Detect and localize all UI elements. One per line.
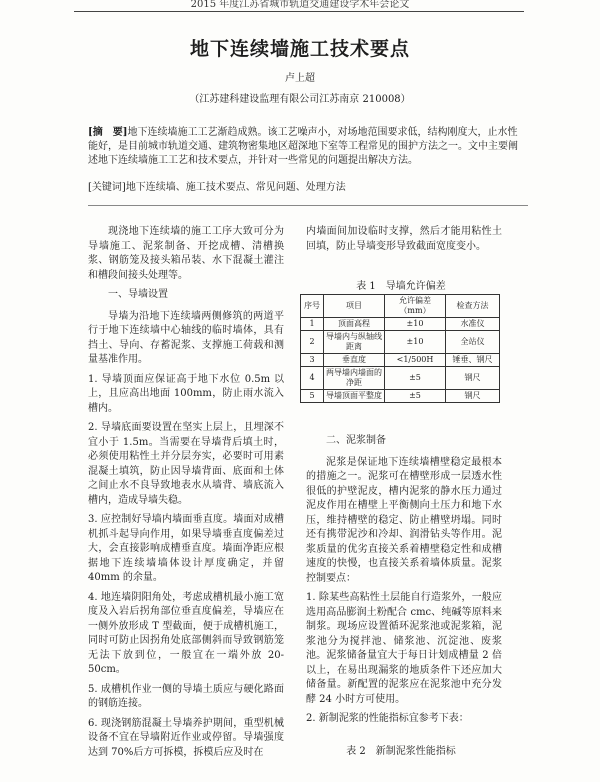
table-cell: 顶面高程 [324, 318, 385, 331]
table-cell: 导墙顶面平整度 [324, 390, 385, 403]
list-item: 1. 导墙顶面应保证高于地下水位 0.5m 以上，且应高出地面 100mm，防止雨水流入槽内。 [88, 373, 284, 414]
table-header-cell: 检查方法 [446, 295, 500, 318]
table-cell: 导墙内与纵轴线距离 [324, 331, 385, 354]
running-header: 2015 年度江苏省城市轨道交通建设学术年会论文 [190, 0, 410, 10]
table-header-row [301, 295, 500, 318]
table-cell: 3 [301, 354, 324, 367]
paper-title: 地下连续墙施工技术要点 [189, 38, 410, 60]
right-column-top [306, 225, 502, 259]
abstract-label: [摘 要] [88, 127, 128, 138]
section2-paragraph: 泥浆是保证地下连续墙槽壁稳定最根本的措施之一。泥浆可在槽壁形成一层透水性很低的护壁泥皮，槽内泥浆的静水压力通过泥皮作用在槽壁上平衡侧向土压力和地下水压，维持槽壁的稳定、防止槽壁坍塌。同时还有携带泥沙和冷却、润滑钻头等作用。泥浆质量的优劣直接关系着槽壁稳定性和成槽速度的快慢，也直接关系着墙体质量。泥浆控制要点： [306, 456, 502, 584]
left-column [88, 225, 284, 765]
table-cell: 全站仪 [446, 331, 500, 354]
header-rule [74, 11, 524, 12]
table-cell: ±5 [385, 390, 446, 403]
table-cell: 钢尺 [446, 390, 500, 403]
section-heading-1: 一、导墙设置 [108, 289, 168, 300]
author: 卢上超 [285, 73, 315, 84]
list-item: 2. 新制泥浆的性能指标宜参考下表： [306, 713, 469, 724]
right-column-bottom [306, 430, 502, 732]
table-cell: <1/500H [385, 354, 446, 367]
table-cell: 钢尺 [446, 367, 500, 390]
table-row [301, 354, 500, 367]
table-cell: 5 [301, 390, 324, 403]
keywords-text: 地下连续墙、施工技术要点、常见问题、处理方法 [125, 182, 346, 193]
affiliation: （江苏建科建设监理有限公司江苏南京 210008） [189, 94, 411, 105]
abstract [88, 126, 518, 168]
table-row [301, 367, 500, 390]
table-cell: ±10 [385, 318, 446, 331]
table-cell: ±5 [385, 367, 446, 390]
continuation-paragraph: 内墙面间加设临时支撑，然后才能用粘性土回填，防止导墙变形导致截面宽度变小。 [306, 226, 502, 252]
table-cell: 水准仪 [446, 318, 500, 331]
table-cell: ±10 [385, 331, 446, 354]
list-item: 4. 地连墙阴阳角处，考虑成槽机最小施工宽度及入岩后拐角部位垂直度偏差，导墙应在一侧外放形成 T 型截面，便于成槽机施工，同时可防止因拐角处底部侧斜而导致钢筋笼无法下放到位，一般宜在一端外放 20-50cm。 [88, 591, 284, 675]
table-header-cell: 项目 [324, 295, 385, 318]
list-item: 6. 现浇钢筋混凝土导墙养护期间，重型机械设备不宜在导墙附近作业或停留。导墙强度达到 70%后方可拆模，拆模后应及时在 [88, 717, 284, 758]
abstract-separator [88, 205, 528, 206]
table-cell: 两导墙内墙面的净距 [324, 367, 385, 390]
list-item: 2. 导墙底面要设置在坚实上层上，且埋深不宜小于 1.5m。当需要在导墙背后填土时，必须使用粘性土并分层夯实，必要时可用素混凝土填筑，防止因导墙背面、底面和土体之间止水不良导致地表水从墙背、墙底流入槽内，造成导墙失稳。 [88, 422, 284, 506]
table-row [301, 318, 500, 331]
table-row [301, 390, 500, 403]
table-cell: 2 [301, 331, 324, 354]
table-cell: 垂直度 [324, 354, 385, 367]
table-cell: 1 [301, 318, 324, 331]
table-cell: 锤垂、钢尺 [446, 354, 500, 367]
list-item: 3. 应控制好导墙内墙面垂直度。墙面对成槽机抓斗起导向作用，如果导墙垂直度偏差过大，会直接影响成槽垂直度。墙面净距应根据地下连续墙墙体设计厚度确定，并留 40mm 的余量。 [88, 514, 284, 583]
abstract-text: 地下连续墙施工工艺渐趋成熟。该工艺噪声小，对场地范围要求低，结构刚度大，止水性能好，是目前城市轨道交通、建筑物密集地区超深地下室等工程常见的围护方法之一。文中主要阐述地下连续墙施工工艺和技术要点，并针对一些常见的问题提出解决方法。 [88, 127, 518, 166]
keywords-label: [关键词] [88, 182, 126, 193]
table2-caption: 表 2 新制泥浆性能指标 [346, 746, 456, 757]
section1-intro: 导墙为沿地下连续墙两侧修筑的两道平行于地下连续墙中心轴线的临时墙体，具有挡土、导向、存蓄泥浆、支撑施工荷载和测量基准作用。 [88, 310, 284, 365]
section-heading-2: 二、泥浆制备 [326, 435, 386, 446]
table-row [301, 331, 500, 354]
table1-caption: 表 1 导墙允许偏差 [356, 281, 446, 292]
table-header-cell: 序号 [301, 295, 324, 318]
list-item: 1. 除某些高粘性土层能自行造浆外，一般应选用高品膨润土粉配合 cmc、纯碱等原料来制浆。现场应设置循环泥浆池或泥浆箱，泥浆池分为搅拌池、储浆池、沉淀池、废浆池。泥浆储备量宜大于每日计划成槽量 2 倍以上，在易出现漏浆的地质条件下还应加大储备量。新配置的泥浆应在泥浆池中充分发酵 24 小时方可使用。 [306, 592, 502, 705]
table-cell: 4 [301, 367, 324, 390]
intro-paragraph: 现浇地下连续墙的施工工序大致可分为导墙施工、泥浆制备、开挖成槽、清槽换浆、钢筋笼及接头箱吊装、水下混凝土灌注和槽段间接头处理等。 [88, 226, 284, 281]
list-item: 5. 成槽机作业一侧的导墙土质应与硬化路面的钢筋连接。 [88, 683, 284, 709]
table1 [300, 294, 500, 403]
table-header-cell: 允许偏差（mm） [385, 295, 446, 318]
keywords [88, 181, 518, 195]
